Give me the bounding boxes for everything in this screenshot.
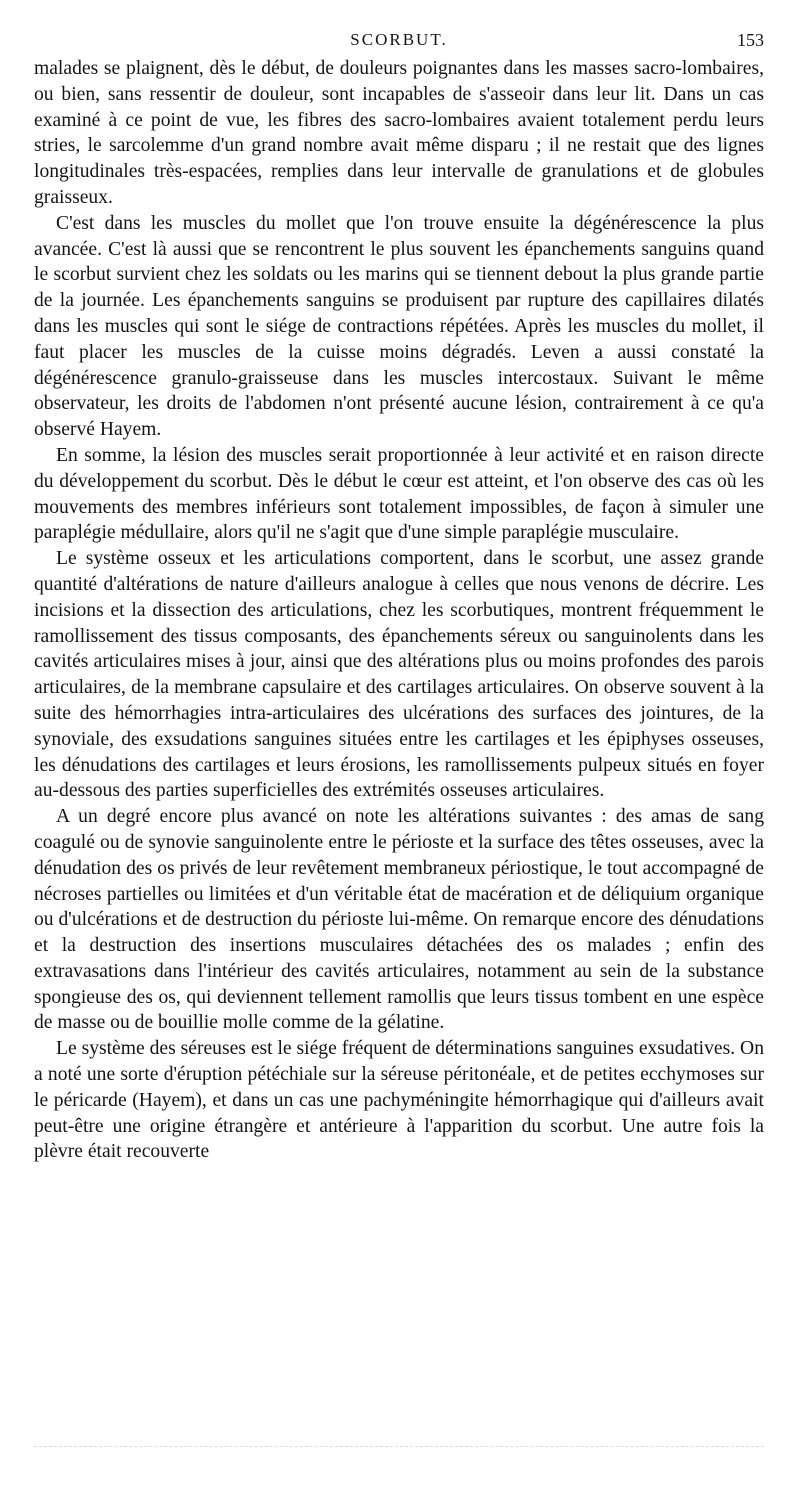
paragraph-bone-system: Le système osseux et les articulations comportent, dans le scorbut, une assez grande quantité d'altérations de nature d'ailleurs analogue à celles que nous venons de décrire. Les incisions et la dissection des articulations, chez les scorbutiques, montrent fréquemment le ramollissement des tissus composants, des épanchements séreux ou sanguinolents dans les cavités articulaires mises à jour, ainsi que des altérations plus ou moins profondes des parois articulaires, de la membrane capsulaire et des cartilages articulaires. On observe souvent à la suite des hémorrhagies intra-articulaires des ulcérations des surfaces des jointures, de la synoviale, des exsudations sanguines situées entre les cartilages et les épiphyses osseuses, les dénudations des cartilages et leurs érosions, les ramollissements pulpeux situés en foyer au-dessous des parties superficielles des extrémités osseuses articulaires. [34,548,764,802]
paragraph-summary: En somme, la lésion des muscles serait proportionnée à leur activité et en raison directe du développement du scorbut. Dès le début le cœur est atteint, et l'on observe des cas où les mouvements des membres inférieurs sont totalement impossibles, de façon à simuler une paraplégie médullaire, alors qu'il ne s'agit que d'une simple paraplégie musculaire. [34,444,764,544]
bottom-rule [34,1446,764,1447]
paragraph-serous-system: Le système des séreuses est le siége fréquent de déterminations sanguines exsudatives. On a noté une sorte d'éruption pétéchiale sur la séreuse péritonéale, et de petites ecchymoses sur le péricarde (Hayem), et dans un cas une pachyméningite hémorrhagique qui d'ailleurs avait peut-être une origine étrangère et antérieure à l'apparition du scorbut. Une autre fois la plèvre était recouverte [34,1038,764,1163]
page-number: 153 [737,30,764,50]
running-title: SCORBUT. [350,30,448,49]
paragraph-calf-muscles: C'est dans les muscles du mollet que l'on trouve ensuite la dégénérescence la plus avancée. C'est là aussi que se rencontrent le plus souvent les épanchements sanguins quand le scorbut survient chez les soldats ou les marins qui se tiennent debout la plus grande partie de la journée. Les épanchements sanguins se produisent par rupture des capillaires dilatés dans les muscles qui sont le siége de contractions répétées. Après les muscles du mollet, il faut placer les muscles de la cuisse moins dégradés. Leven a aussi constaté la dégénérescence granulo-graisseuse dans les muscles intercostaux. Suivant le même observateur, les droits de l'abdomen n'ont présenté aucune lésion, contrairement à ce qu'a observé Hayem. [34,212,764,441]
paragraph-advanced-alterations: A un degré encore plus avancé on note les altérations suivantes : des amas de sang coagulé ou de synovie sanguinolente entre le périoste et la surface des têtes osseuses, avec la dénudation des os privés de leur revêtement membraneux périostique, le tout accompagné de nécroses partielles ou limitées et d'un véritable état de macération et de déliquium organique ou d'ulcérations et de destruction du périoste lui-même. On remarque encore des dénudations et la destruction des insertions musculaires détachées des os malades ; enfin des extravasations dans l'intérieur des cavités articulaires, notamment au sein de la substance spongieuse des os, qui deviennent tellement ramollis que leurs tissus tombent en une espèce de masse ou de bouillie molle comme de la gélatine. [34,806,764,1034]
book-page [34,30,764,1165]
body-text [34,56,764,1165]
paragraph-continued: malades se plaignent, dès le début, de douleurs poignantes dans les masses sacro-lombaires, ou bien, sans ressentir de douleur, sont incapables de s'asseoir dans leur lit. Dans un cas examiné à ce point de vue, les fibres des sacro-lombaires avaient totalement perdu leurs stries, le sarcolemme d'un grand nombre avait même disparu ; il ne restait que des lignes longitudinales très-espacées, remplies dans leur intervalle de granulations et de globules graisseux. [34,58,764,208]
running-head [34,30,764,56]
